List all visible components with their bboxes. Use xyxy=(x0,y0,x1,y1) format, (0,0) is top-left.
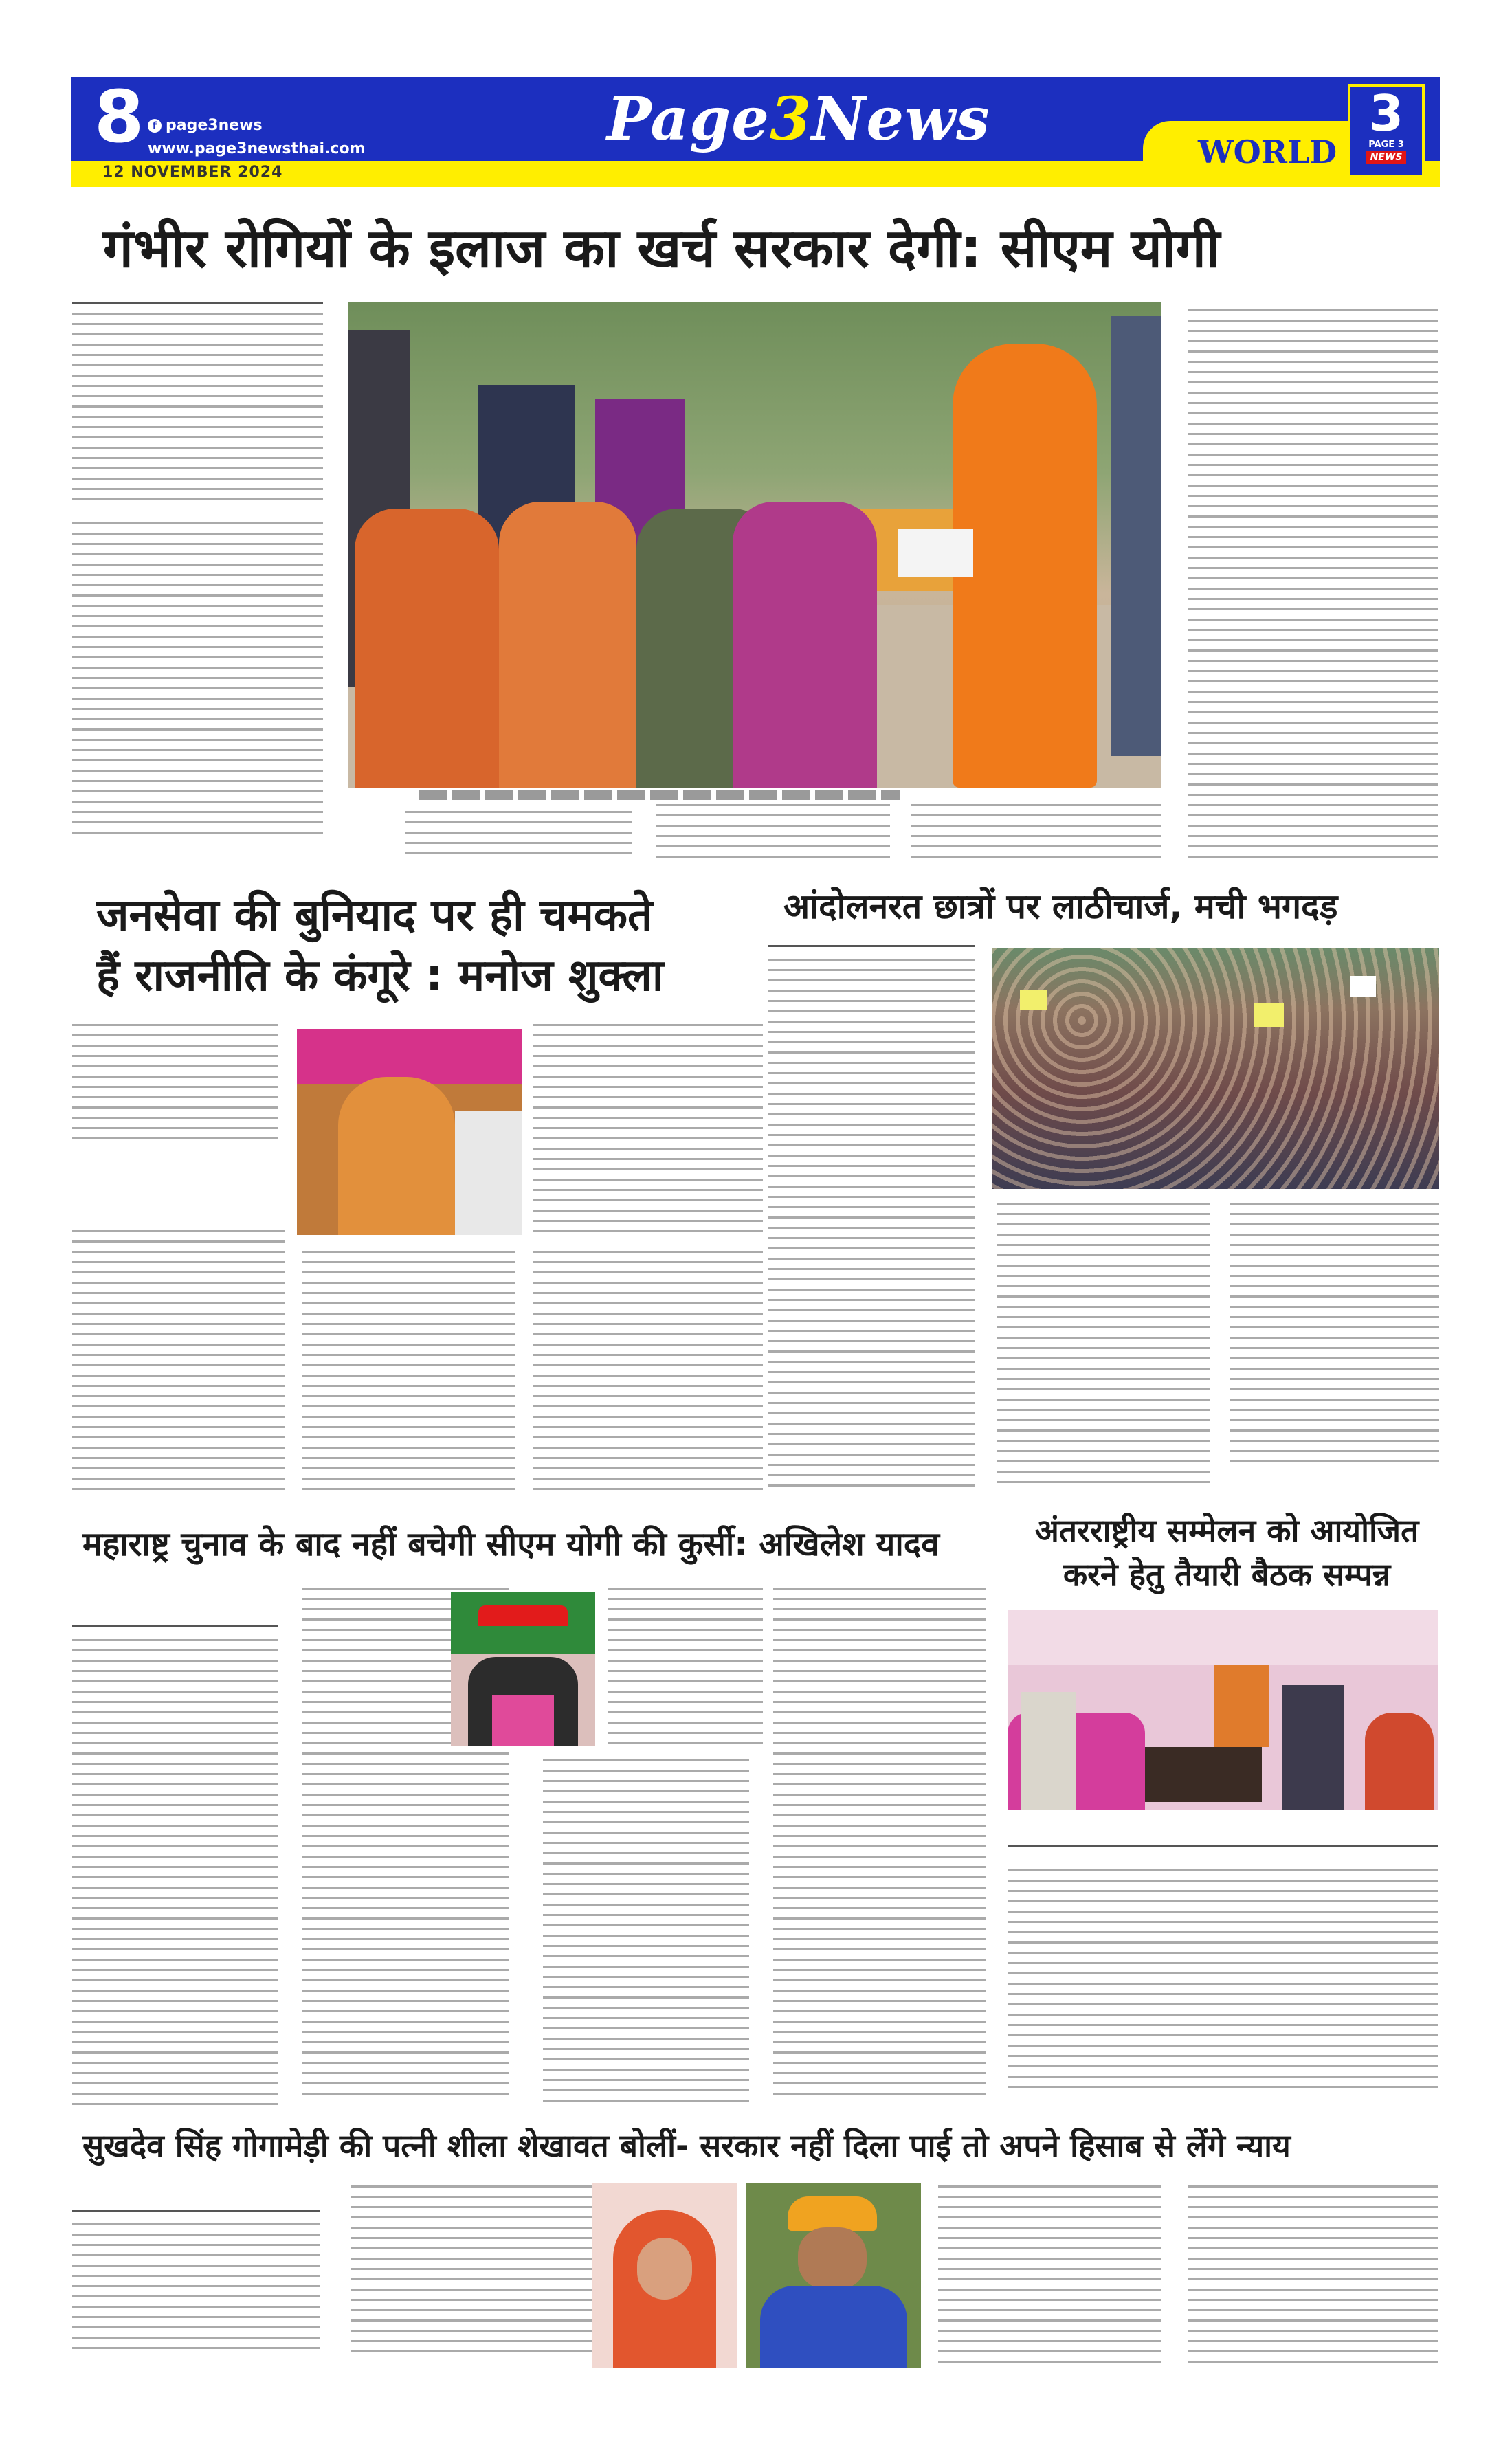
maharashtra-text-column-4 xyxy=(773,1588,986,2103)
conference-headline[interactable] xyxy=(1021,1509,1433,1596)
maharashtra-headline[interactable]: महाराष्ट्र चुनाव के बाद नहीं बचेगी सीएम योगी की कुर्सी: अखिलेश यादव xyxy=(82,1525,940,1564)
logo-suffix: News xyxy=(811,85,990,154)
maharashtra-byline-rule xyxy=(72,1625,278,1627)
conference-headline-line-1: अंतरराष्ट्रीय सम्मेलन को आयोजित xyxy=(1034,1512,1419,1549)
protest-text-column-3 xyxy=(1230,1203,1439,1464)
gogamedi-byline-rule xyxy=(72,2210,320,2212)
photo-wall xyxy=(1008,1610,1438,1665)
lead-photo[interactable] xyxy=(348,302,1161,788)
janseva-text-column-3 xyxy=(533,1251,763,1491)
conference-headline-line-2: करने हेतु तैयारी बैठक सम्पन्न xyxy=(1063,1556,1391,1593)
photo-man-right xyxy=(1111,316,1161,756)
photo-scarf xyxy=(492,1695,554,1746)
photo-placard-2 xyxy=(1254,1003,1284,1027)
photo-placard-3 xyxy=(1350,976,1376,997)
protest-text-column-1 xyxy=(768,959,975,1495)
issue-date: 12 NOVEMBER 2024 xyxy=(102,164,283,181)
photo-table xyxy=(1145,1747,1262,1802)
lead-text-column-1 xyxy=(72,313,323,505)
janseva-headline-line-2: हैं राजनीति के कंगूरे : मनोज शुक्ला xyxy=(96,950,664,1001)
lead-text-tail-0 xyxy=(405,811,632,859)
logo-prefix: Page xyxy=(607,85,770,154)
gogamedi-headline[interactable]: सुखदेव सिंह गोगामेड़ी की पत्नी शीला शेखावत बोलीं- सरकार नहीं दिला पाई तो अपने हिसाब से लेंगे न्याय xyxy=(82,2127,1291,2164)
janseva-text-column-2 xyxy=(302,1251,515,1491)
lead-byline-rule xyxy=(72,302,323,304)
akhilesh-photo[interactable] xyxy=(451,1592,595,1746)
page-number: 8 xyxy=(94,75,144,159)
photo-man-face xyxy=(798,2227,867,2289)
logo-three: 3 xyxy=(769,85,812,154)
gogamedi-photo[interactable] xyxy=(746,2183,921,2368)
gogamedi-text-column-2 xyxy=(351,2185,598,2357)
photo-backdrop xyxy=(297,1029,522,1084)
masthead xyxy=(71,77,1440,187)
badge-news: NEWS xyxy=(1366,151,1407,164)
photo-seated-woman xyxy=(1365,1713,1434,1810)
photo-seated-woman-1 xyxy=(355,509,499,788)
protest-crowd-photo[interactable] xyxy=(992,948,1439,1189)
lead-text-tail-1 xyxy=(656,804,890,859)
lead-photo-caption-bar xyxy=(419,790,900,800)
conference-byline-rule xyxy=(1008,1845,1438,1847)
maharashtra-text-column-1 xyxy=(72,1639,278,2106)
photo-saffron-turban xyxy=(788,2196,877,2231)
photo-seated-woman-4 xyxy=(733,502,877,788)
protest-text-column-2 xyxy=(997,1203,1210,1491)
janseva-headline[interactable] xyxy=(96,885,663,1006)
janseva-headline-line-1: जनसेवा की बुनियाद पर ही चमकते xyxy=(96,890,653,941)
photo-saffron-figure xyxy=(953,344,1097,788)
facebook-icon: f xyxy=(148,119,162,133)
janseva-text-column-3a xyxy=(533,1024,763,1237)
conference-text-column xyxy=(1008,1869,1438,2096)
lead-text-column-1b xyxy=(72,522,323,838)
conference-photo[interactable] xyxy=(1008,1610,1438,1810)
photo-seated-woman-2 xyxy=(499,502,636,788)
photo-man-white xyxy=(455,1111,522,1235)
photo-seated-man-1 xyxy=(1021,1692,1076,1810)
maharashtra-text-column-3a xyxy=(608,1588,763,1746)
sheela-shekhawat-photo[interactable] xyxy=(592,2183,737,2368)
badge-number: 3 xyxy=(1368,85,1404,142)
photo-seated-man-3 xyxy=(1282,1685,1344,1810)
photo-paper xyxy=(898,529,973,577)
photo-blue-kurta xyxy=(760,2286,907,2368)
newspaper-logo xyxy=(607,84,990,155)
janseva-photo[interactable] xyxy=(297,1029,522,1235)
website-link[interactable]: www.page3newsthai.com xyxy=(148,140,366,157)
photo-placard-1 xyxy=(1020,990,1047,1010)
lead-text-column-right xyxy=(1188,309,1438,859)
photo-garlanded-man xyxy=(338,1077,455,1235)
gogamedi-text-column-1 xyxy=(72,2223,320,2354)
brand-badge xyxy=(1348,84,1425,177)
badge-label: PAGE 3 xyxy=(1368,140,1404,150)
maharashtra-text-column-3 xyxy=(543,1759,749,2103)
protest-headline[interactable]: आंदोलनरत छात्रों पर लाठीचार्ज, मची भगदड़ xyxy=(783,887,1338,926)
photo-woman-face xyxy=(637,2238,692,2300)
lead-headline[interactable]: गंभीर रोगियों के इलाज का खर्च सरकार देगी: सीएम योगी xyxy=(103,218,1221,280)
photo-seated-man-2 xyxy=(1214,1665,1269,1747)
photo-red-cap xyxy=(478,1605,568,1626)
janseva-text-column-1 xyxy=(72,1230,285,1491)
section-label: WORLD xyxy=(1198,133,1337,170)
janseva-text-column-1a xyxy=(72,1024,278,1141)
social-handle-text: page3news xyxy=(166,117,263,134)
gogamedi-text-column-4 xyxy=(1188,2185,1438,2364)
protest-byline-rule xyxy=(768,945,975,947)
lead-text-tail-2 xyxy=(911,804,1161,859)
social-handle[interactable] xyxy=(148,117,263,134)
gogamedi-text-column-3 xyxy=(938,2185,1161,2364)
